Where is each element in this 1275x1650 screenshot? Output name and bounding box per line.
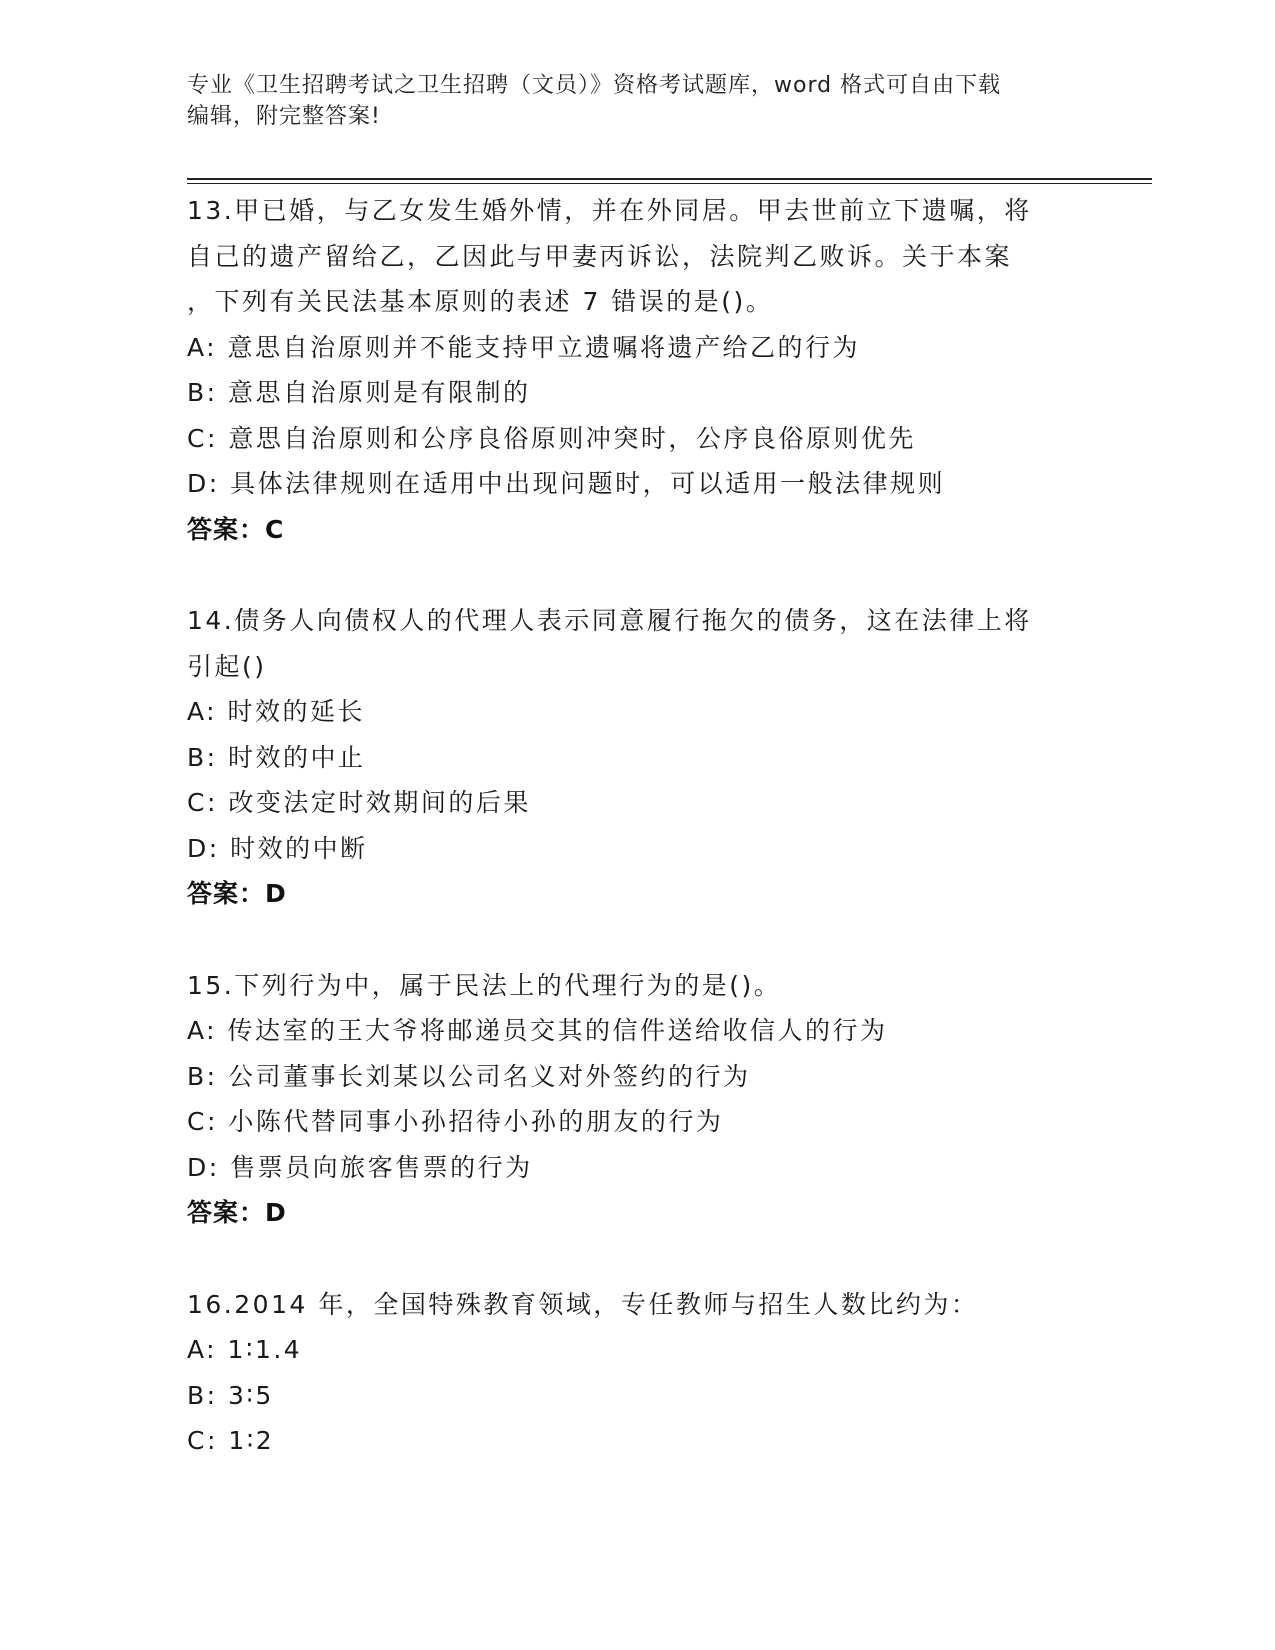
option-b: B: 意思自治原则是有限制的 — [187, 378, 531, 407]
answer-label: 答案： — [187, 1198, 266, 1227]
option-d: D: 售票员向旅客售票的行为 — [187, 1152, 533, 1182]
option-a: A: 时效的延长 — [187, 697, 366, 726]
option-b: B: 3∶5 — [187, 1380, 274, 1410]
stem-line: ，下列有关民法基本原则的表述 7 错误的是()。 — [187, 287, 774, 316]
option-c: C: 小陈代替同事小孙招待小孙的朋友的行为 — [187, 1107, 724, 1136]
question-stem — [187, 963, 1087, 1009]
question-stem — [187, 1282, 1087, 1328]
option-a: A: 意思自治原则并不能支持甲立遗嘱将遗产给乙的行为 — [187, 332, 861, 362]
question-list — [187, 188, 1087, 1510]
question-stem — [187, 598, 1087, 689]
answer-line — [187, 507, 1087, 553]
option-d: D: 具体法律规则在适用中出现问题时，可以适用一般法律规则 — [187, 469, 946, 498]
answer-value: D — [265, 1198, 287, 1227]
option-c: C: 意思自治原则和公序良俗原则冲突时，公序良俗原则优先 — [187, 423, 916, 453]
answer-label: 答案： — [187, 879, 266, 908]
stem-line: 引起() — [187, 651, 267, 681]
option-c: C: 改变法定时效期间的后果 — [187, 788, 531, 817]
stem-line: 13.甲已婚，与乙女发生婚外情，并在外同居。甲去世前立下遗嘱，将 — [187, 196, 1032, 225]
header-divider-thin — [187, 183, 1152, 184]
option-b: B: 时效的中止 — [187, 742, 366, 772]
option-b: B: 公司董事长刘某以公司名义对外签约的行为 — [187, 1061, 751, 1091]
answer-value: D — [265, 879, 287, 908]
question-15 — [187, 963, 1087, 1236]
answer-line — [187, 1190, 1087, 1236]
question-stem — [187, 188, 1087, 325]
stem-line: 16.2014 年，全国特殊教育领域，专任教师与招生人数比约为： — [187, 1289, 979, 1319]
answer-line — [187, 871, 1087, 917]
stem-line: 14.债务人向债权人的代理人表示同意履行拖欠的债务，这在法律上将 — [187, 606, 1032, 635]
answer-value: C — [265, 514, 285, 544]
question-16 — [187, 1282, 1087, 1464]
question-13 — [187, 188, 1087, 552]
header-line-2: 编辑，附完整答案! — [187, 104, 381, 129]
header-line-1: 专业《卫生招聘考试之卫生招聘（文员）》资格考试题库，word 格式可自由下载 — [187, 73, 1002, 98]
option-a: A: 传达室的王大爷将邮递员交其的信件送给收信人的行为 — [187, 1016, 888, 1045]
option-a: A: 1∶1.4 — [187, 1335, 303, 1364]
stem-line: 自己的遗产留给乙，乙因此与甲妻丙诉讼，法院判乙败诉。关于本案 — [187, 241, 1013, 271]
stem-line: 15.下列行为中，属于民法上的代理行为的是()。 — [187, 970, 782, 1000]
document-header — [187, 70, 1067, 132]
option-d: D: 时效的中断 — [187, 833, 368, 863]
header-divider-thick — [187, 178, 1152, 180]
question-14 — [187, 598, 1087, 917]
answer-label: 答案： — [187, 514, 266, 544]
option-c: C: 1∶2 — [187, 1426, 275, 1455]
